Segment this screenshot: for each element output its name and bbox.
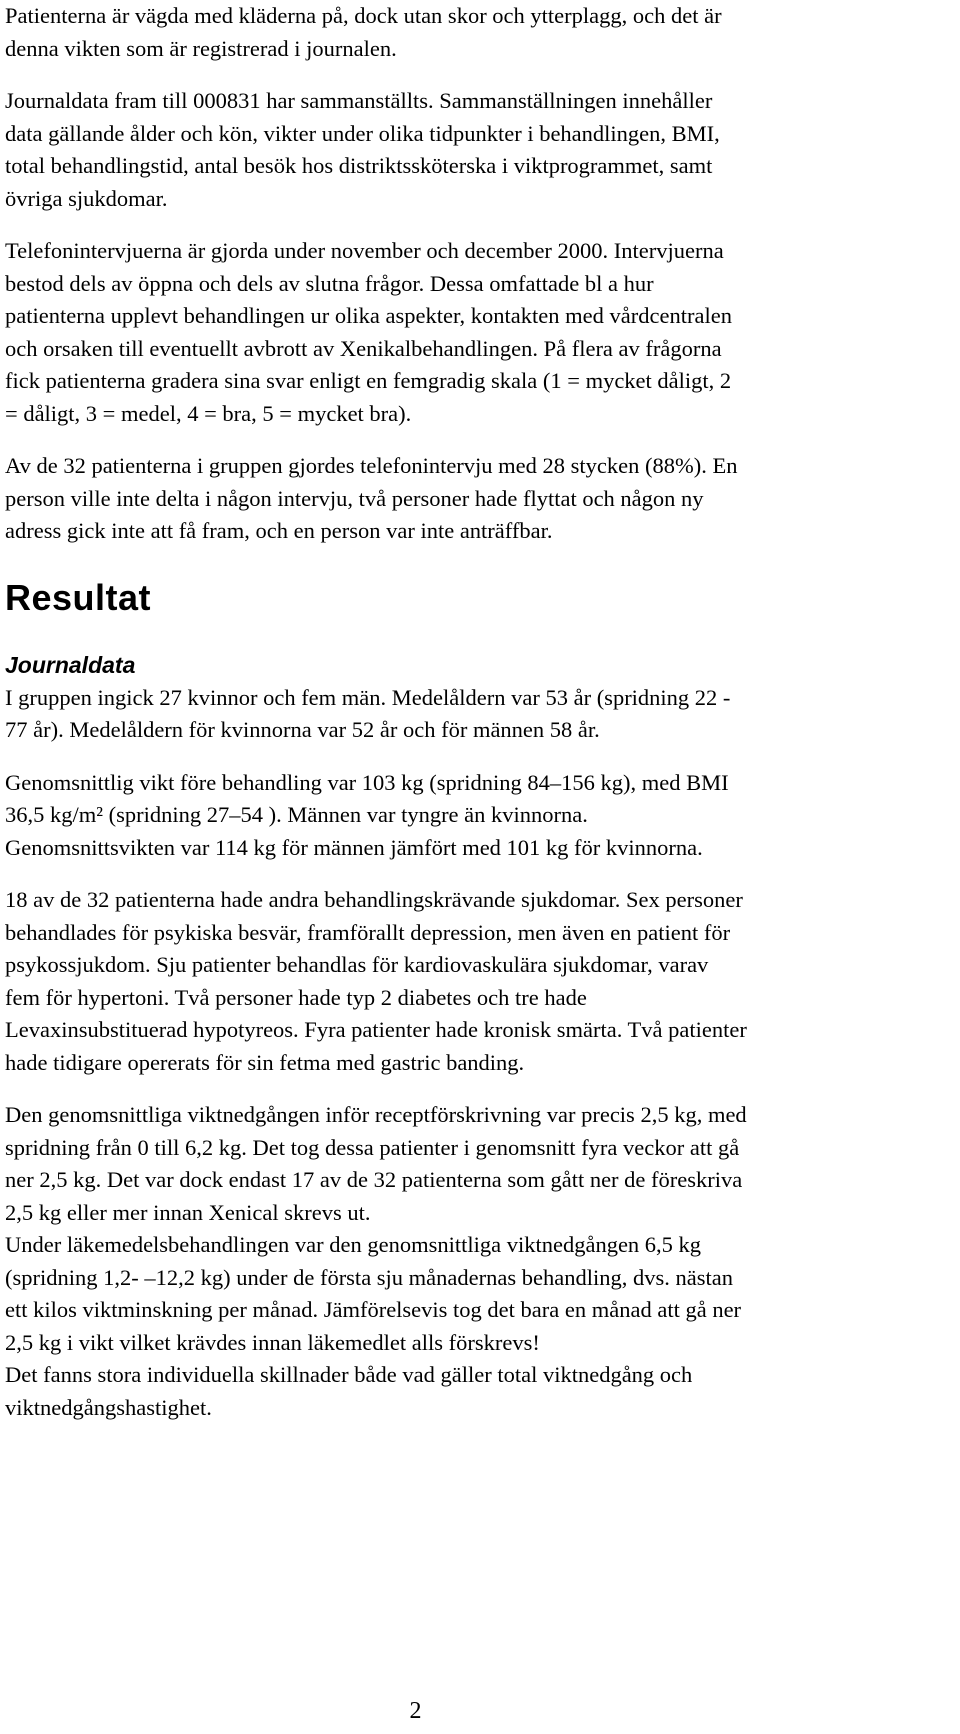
text-line: Patienterna är vägda med kläderna på, dock utan skor och ytterplagg, och det är bbox=[5, 3, 722, 28]
text-line: psykossjukdom. Sju patienter behandlas för kardiovaskulära sjukdomar, varav bbox=[5, 952, 709, 977]
text-line: patienterna upplevt behandlingen ur olika aspekter, kontakten med vårdcentralen bbox=[5, 303, 732, 328]
text-line: bestod dels av öppna och dels av slutna frågor. Dessa omfattade bl a hur bbox=[5, 270, 654, 296]
paragraph-comorbidities bbox=[5, 884, 955, 1079]
text-line: total behandlingstid, antal besök hos distriktssköterska i viktprogrammet, samt bbox=[5, 153, 713, 178]
text-line: ner 2,5 kg. Det var dock endast 17 av de 32 patienterna som gått ner de föreskriva bbox=[5, 1167, 743, 1192]
text-line: Av de 32 patienterna i gruppen gjordes telefonintervju med 28 stycken (88%). En bbox=[5, 453, 738, 478]
text-line: I gruppen ingick 27 kvinnor och fem män. Medelåldern var 53 år (spridning 22 - bbox=[5, 684, 731, 710]
text-line: och orsaken till eventuellt avbrott av Xenikalbehandlingen. På flera av frågorna bbox=[5, 335, 722, 361]
text-line: 18 av de 32 patienterna hade andra behandlingskrävande sjukdomar. Sex personer bbox=[5, 887, 743, 912]
paragraph-telephone-interviews bbox=[5, 235, 955, 430]
text-line: fick patienterna gradera sina svar enligt en femgradig skala (1 = mycket dåligt, 2 bbox=[5, 368, 732, 393]
text-line: Telefonintervjuerna är gjorda under november och december 2000. Intervjuerna bbox=[5, 238, 724, 263]
text-line: 77 år). Medelåldern för kvinnorna var 52 år och för männen 58 år. bbox=[5, 717, 600, 742]
paragraph-average-weight bbox=[5, 767, 955, 865]
text-line: 2,5 kg i vikt vilket krävdes innan läkemedlet alls förskrevs! bbox=[5, 1329, 540, 1355]
text-line: spridning från 0 till 6,2 kg. Det tog dessa patienter i genomsnitt fyra veckor att gå bbox=[5, 1134, 740, 1160]
text-line: Levaxinsubstituerad hypotyreos. Fyra patienter hade kronisk smärta. Två patienter bbox=[5, 1017, 747, 1042]
text-line: Under läkemedelsbehandlingen var den genomsnittliga viktnedgången 6,5 kg bbox=[5, 1232, 702, 1257]
text-line: (spridning 1,2- –12,2 kg) under de första sju månadernas behandling, dvs. nästan bbox=[5, 1264, 733, 1290]
paragraph-weight-intro bbox=[5, 0, 955, 65]
text-line: ett kilos viktminskning per månad. Jämförelsevis tog det bara en månad att gå ner bbox=[5, 1297, 742, 1322]
text-line: Genomsnittsvikten var 114 kg för männen jämfört med 101 kg för kvinnorna. bbox=[5, 834, 703, 860]
text-line: 2,5 kg eller mer innan Xenical skrevs ut. bbox=[5, 1199, 371, 1225]
paragraph-group-composition bbox=[5, 682, 955, 747]
text-line: Den genomsnittliga viktnedgången inför receptförskrivning var precis 2,5 kg, med bbox=[5, 1102, 747, 1127]
text-line: fem för hypertoni. Två personer hade typ 2 diabetes och tre hade bbox=[5, 984, 587, 1010]
text-line: Journaldata fram till 000831 har sammanställts. Sammanställningen innehåller bbox=[5, 88, 713, 113]
section-heading-resultat: Resultat bbox=[5, 576, 152, 618]
text-line: adress gick inte att få fram, och en person var inte anträffbar. bbox=[5, 518, 553, 543]
page-number: 2 bbox=[409, 1698, 422, 1724]
paragraph-weight-loss bbox=[5, 1099, 955, 1424]
text-line: = dåligt, 3 = medel, 4 = bra, 5 = mycket bra). bbox=[5, 400, 412, 426]
subsection-heading-journaldata: Journaldata bbox=[5, 651, 136, 678]
text-line: 36,5 kg/m² (spridning 27–54 ). Männen var tyngre än kvinnorna. bbox=[5, 802, 588, 827]
text-line: Genomsnittlig vikt före behandling var 103 kg (spridning 84–156 kg), med BMI bbox=[5, 769, 729, 795]
text-line: person ville inte delta i någon intervju, två personer hade flyttat och någon ny bbox=[5, 485, 704, 511]
text-line: övriga sjukdomar. bbox=[5, 185, 168, 211]
document-page bbox=[5, 0, 955, 1424]
paragraph-interview-participation bbox=[5, 450, 955, 548]
text-line: denna vikten som är registrerad i journalen. bbox=[5, 35, 397, 61]
text-line: behandlades för psykiska besvär, framförallt depression, men även en patient för bbox=[5, 919, 731, 945]
text-line: hade tidigare opererats för sin fetma med gastric banding. bbox=[5, 1049, 525, 1075]
text-line: viktnedgångshastighet. bbox=[5, 1394, 212, 1420]
paragraph-journaldata-summary bbox=[5, 85, 955, 215]
text-line: data gällande ålder och kön, vikter under olika tidpunkter i behandlingen, BMI, bbox=[5, 120, 720, 146]
text-line: Det fanns stora individuella skillnader både vad gäller total viktnedgång och bbox=[5, 1362, 693, 1387]
